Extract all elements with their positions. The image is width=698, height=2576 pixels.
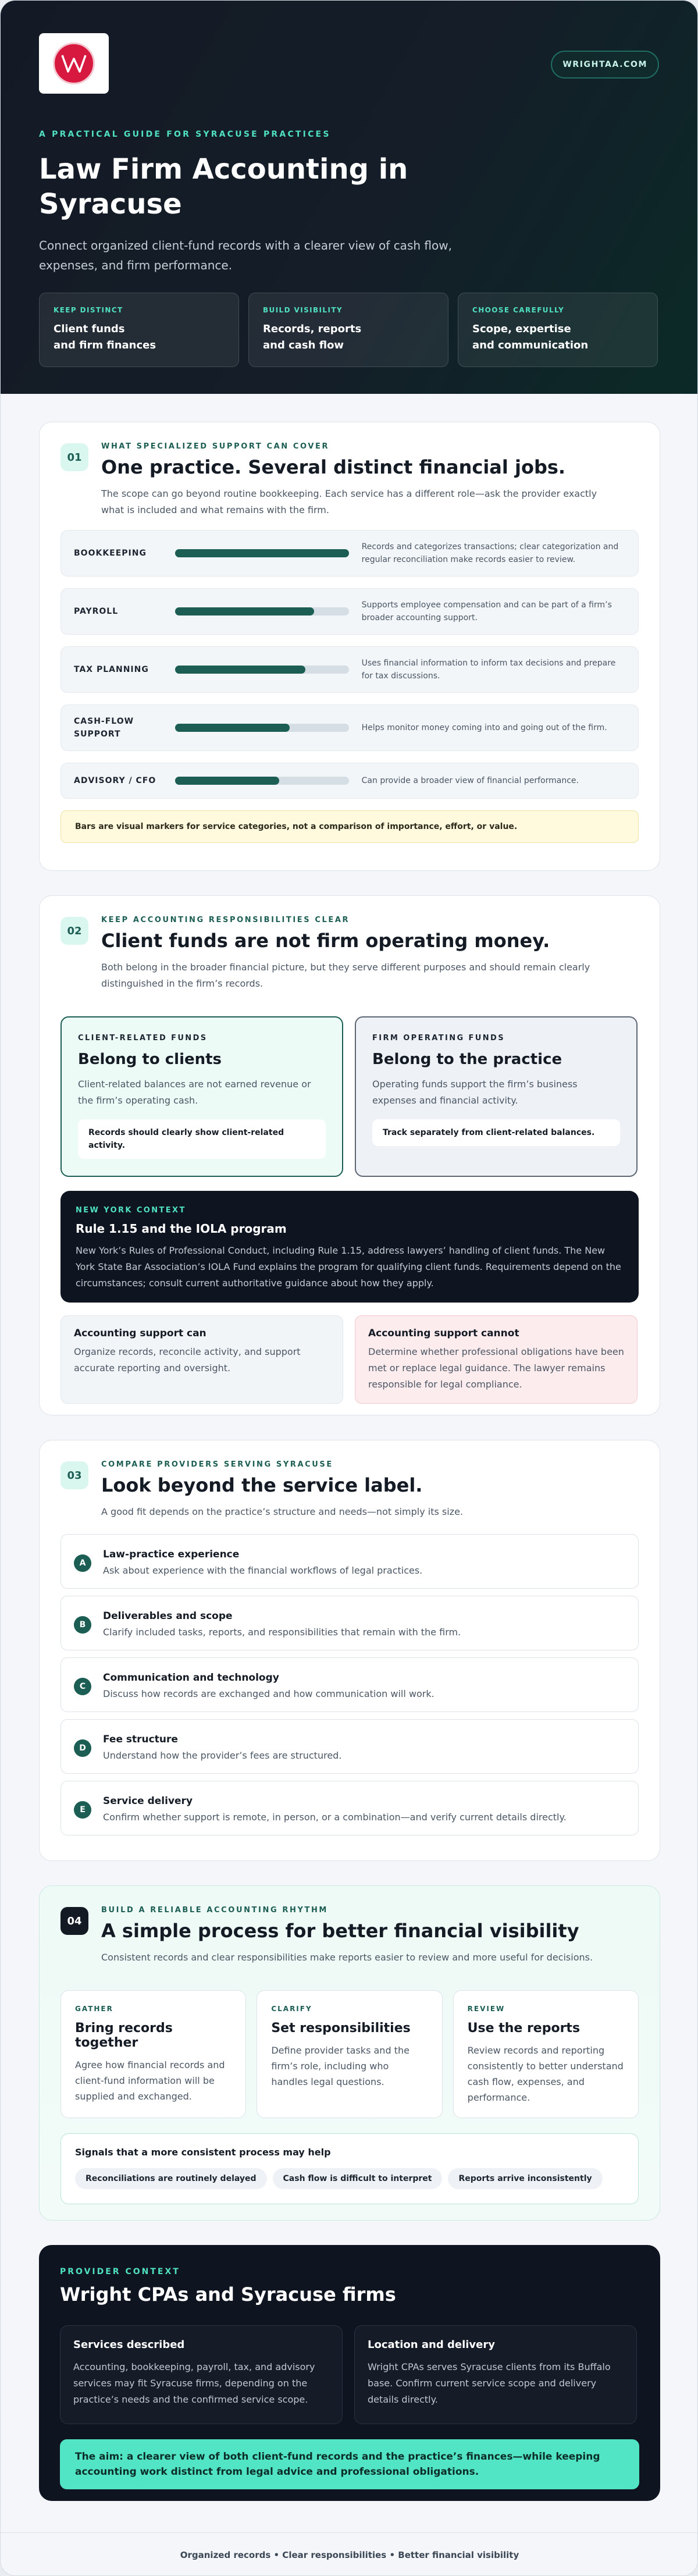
- step-title: Set responsibilities: [271, 2021, 411, 2036]
- section-description: Consistent records and clear responsibilities make reports easier to review and more useful for decisions.: [101, 1952, 593, 1963]
- service-description: Uses financial information to inform tax decisions and prepare for tax discussions.: [361, 659, 616, 681]
- hero-kicker: A PRACTICAL GUIDE FOR SYRACUSE PRACTICES: [39, 130, 331, 139]
- hero-card: [458, 293, 658, 367]
- item-title: Deliverables and scope: [103, 1610, 233, 1622]
- section-description: Both belong in the broader financial picture, but they serve different purposes and should remain clearly distinguished in the firm’s records.: [101, 962, 590, 989]
- hero: [1, 1, 697, 394]
- section-kicker: PROVIDER CONTEXT: [60, 2267, 180, 2276]
- service-bars: [60, 530, 639, 799]
- step-kicker: GATHER: [75, 2005, 113, 2013]
- list-item: [60, 1534, 639, 1589]
- card-description: Determine whether professional obligations have been met or replace legal guidance. The lawyer remains responsible for legal compliance.: [368, 1346, 624, 1390]
- service-bar-track: [175, 724, 349, 732]
- item-letter: D: [74, 1739, 91, 1757]
- service-bar-fill: [175, 724, 290, 732]
- service-bar-track: [175, 777, 349, 785]
- aim-callout: The aim: a clearer view of both client-fund records and the practice’s finances—while keeping accounting work distinct from legal advice and professional obligations.: [60, 2439, 639, 2489]
- step-description: Review records and reporting consistently to better understand cash flow, expenses, and performance.: [467, 2045, 624, 2103]
- card-title: Location and delivery: [368, 2339, 495, 2351]
- item-title: Fee structure: [103, 1734, 178, 1745]
- section-title: One practice. Several distinct financial jobs.: [101, 456, 566, 478]
- context-description: New York’s Rules of Professional Conduct, including Rule 1.15, address lawyers’ handling of client funds. The New York State Bar Association’s IOLA Fund explains the program for qualifying client funds. Requirements depend on the circumstances; consult current authoritative guidance about how they apply.: [76, 1245, 621, 1289]
- process-step: [60, 1990, 246, 2118]
- item-letter: E: [74, 1801, 91, 1819]
- list-item: [60, 1596, 639, 1650]
- item-title: Communication and technology: [103, 1672, 279, 1684]
- service-row: [60, 763, 639, 799]
- hero-card: [248, 293, 448, 367]
- service-bar-track: [175, 549, 349, 557]
- service-description: Can provide a broader view of financial performance.: [361, 776, 579, 785]
- signal-chip: Reconciliations are routinely delayed: [75, 2168, 267, 2189]
- section-title: Look beyond the service label.: [101, 1474, 423, 1496]
- section-title: A simple process for better financial visibility: [101, 1920, 579, 1942]
- list-item: [60, 1719, 639, 1774]
- page-title: Law Firm Accounting in Syracuse: [39, 153, 408, 220]
- card-title: Accounting support cannot: [368, 1328, 519, 1339]
- card-title: Services described: [73, 2339, 185, 2351]
- service-row: [60, 705, 639, 751]
- service-bar-fill: [175, 607, 314, 615]
- section-kicker: BUILD A RELIABLE ACCOUNTING RHYTHM: [101, 1906, 328, 1915]
- footer: Organized records • Clear responsibilities • Better financial visibility: [1, 2532, 698, 2576]
- section-title: Wright CPAs and Syracuse firms: [60, 2283, 396, 2305]
- service-label: ADVISORY / CFO: [74, 776, 156, 785]
- card-description: Accounting, bookkeeping, payroll, tax, and advisory services may fit Syracuse firms, depending on the practice’s needs and the confirmed service scope.: [73, 2361, 315, 2405]
- list-item: [60, 1781, 639, 1835]
- item-letter: B: [74, 1616, 91, 1634]
- service-bar-track: [175, 607, 349, 615]
- service-row: [60, 530, 639, 577]
- section-description: The scope can go beyond routine bookkeeping. Each service has a different role—ask the provider exactly what is included and what remains with the firm.: [101, 488, 597, 515]
- bars-note: Bars are visual markers for service categories, not a comparison of importance, effort, or value.: [60, 810, 639, 843]
- section-client-funds: [39, 895, 660, 1415]
- service-bar-fill: [175, 549, 349, 557]
- service-label: TAX PLANNING: [74, 665, 149, 674]
- section-number: 03: [60, 1461, 88, 1489]
- item-description: Confirm whether support is remote, in person, or a combination—and verify current details directly.: [103, 1812, 567, 1823]
- item-title: Law-practice experience: [103, 1549, 240, 1560]
- site-link[interactable]: WRIGHTAA.COM: [551, 51, 659, 79]
- card-title: Belong to clients: [78, 1051, 222, 1068]
- section-number: 04: [60, 1907, 88, 1935]
- section-number: 01: [60, 443, 88, 471]
- card-description: Wright CPAs serves Syracuse clients from its Buffalo base. Confirm current service scope and delivery details directly.: [368, 2361, 611, 2405]
- provider-criteria-list: [60, 1534, 639, 1835]
- logo[interactable]: [39, 33, 109, 94]
- signals-title: Signals that a more consistent process may help: [75, 2147, 331, 2158]
- process-step: [257, 1990, 442, 2118]
- hero-card-text: Scope, expertise and communication: [472, 323, 589, 351]
- service-row: [60, 588, 639, 635]
- section-kicker: KEEP ACCOUNTING RESPONSIBILITIES CLEAR: [101, 916, 350, 924]
- section-kicker: WHAT SPECIALIZED SUPPORT CAN COVER: [101, 442, 330, 451]
- w-logo-icon: [53, 42, 95, 84]
- item-title: Service delivery: [103, 1795, 193, 1807]
- hero-card-kicker: BUILD VISIBILITY: [263, 306, 343, 314]
- hero-cards: [39, 293, 659, 367]
- step-title: Bring records together: [75, 2021, 173, 2050]
- step-description: Define provider tasks and the firm’s role, including who handles legal questions.: [271, 2045, 409, 2087]
- location-delivery-card: [354, 2325, 637, 2424]
- service-description: Helps monitor money coming into and going out of the firm.: [361, 723, 607, 732]
- section-number: 02: [60, 917, 88, 945]
- signal-chip: Cash flow is difficult to interpret: [273, 2168, 443, 2189]
- item-letter: C: [74, 1678, 91, 1695]
- service-bar-track: [175, 666, 349, 674]
- item-letter: A: [74, 1554, 91, 1572]
- signal-chip: Reports arrive inconsistently: [448, 2168, 602, 2189]
- step-title: Use the reports: [467, 2021, 581, 2036]
- item-description: Understand how the provider’s fees are structured.: [103, 1750, 342, 1761]
- firm-funds-card: [355, 1016, 638, 1177]
- service-description: Records and categorizes transactions; clear categorization and regular reconciliation make records easier to review.: [361, 542, 619, 564]
- process-steps: [60, 1990, 639, 2118]
- card-callout: Track separately from client-related balances.: [372, 1119, 620, 1146]
- service-bar-fill: [175, 777, 279, 785]
- card-description: Operating funds support the firm’s business expenses and financial activity.: [372, 1079, 578, 1106]
- card-description: Organize records, reconcile activity, and support accurate reporting and oversight.: [74, 1346, 301, 1374]
- section-description: A good fit depends on the practice’s structure and needs—not simply its size.: [101, 1506, 463, 1517]
- hero-card: [39, 293, 239, 367]
- section-compare-providers: [39, 1440, 660, 1861]
- card-callout: Records should clearly show client-related activity.: [78, 1119, 326, 1159]
- support-can-card: [60, 1315, 343, 1404]
- hero-card-text: Client funds and firm finances: [54, 323, 156, 351]
- new-york-context: [60, 1191, 639, 1303]
- card-description: Client-related balances are not earned revenue or the firm’s operating cash.: [78, 1079, 311, 1106]
- section-title: Client funds are not firm operating money.: [101, 930, 550, 952]
- section-provider-context: [39, 2245, 660, 2501]
- service-bar-fill: [175, 666, 305, 674]
- card-kicker: FIRM OPERATING FUNDS: [372, 1034, 505, 1043]
- step-description: Agree how financial records and client-fund information will be supplied and exchanged.: [75, 2059, 225, 2102]
- section-process: [39, 1885, 660, 2221]
- client-funds-card: [60, 1016, 343, 1177]
- hero-card-text: Records, reports and cash flow: [263, 323, 362, 351]
- item-description: Clarify included tasks, reports, and responsibilities that remain with the firm.: [103, 1627, 461, 1638]
- section-services: [39, 422, 660, 871]
- support-cannot-card: [355, 1315, 638, 1404]
- context-title: Rule 1.15 and the IOLA program: [76, 1222, 287, 1236]
- hero-card-kicker: CHOOSE CAREFULLY: [472, 306, 565, 314]
- context-kicker: NEW YORK CONTEXT: [76, 1206, 186, 1215]
- hero-card-kicker: KEEP DISTINCT: [54, 306, 123, 314]
- service-description: Supports employee compensation and can be part of a firm’s broader accounting support.: [361, 600, 612, 622]
- list-item: [60, 1657, 639, 1712]
- service-label: CASH-FLOW SUPPORT: [74, 717, 134, 739]
- service-label: BOOKKEEPING: [74, 549, 147, 558]
- card-kicker: CLIENT-RELATED FUNDS: [78, 1034, 208, 1043]
- section-kicker: COMPARE PROVIDERS SERVING SYRACUSE: [101, 1460, 333, 1469]
- service-row: [60, 646, 639, 693]
- services-described-card: [60, 2325, 343, 2424]
- hero-subtitle: Connect organized client-fund records with a clearer view of cash flow, expenses, and firm performance.: [39, 239, 452, 272]
- step-kicker: REVIEW: [467, 2005, 505, 2013]
- item-description: Discuss how records are exchanged and how communication will work.: [103, 1688, 435, 1699]
- process-step: [453, 1990, 639, 2118]
- service-label: PAYROLL: [74, 607, 119, 616]
- step-kicker: CLARIFY: [271, 2005, 312, 2013]
- card-title: Accounting support can: [74, 1328, 206, 1339]
- item-description: Ask about experience with the financial workflows of legal practices.: [103, 1565, 423, 1576]
- signals-box: [60, 2133, 639, 2204]
- card-title: Belong to the practice: [372, 1051, 562, 1068]
